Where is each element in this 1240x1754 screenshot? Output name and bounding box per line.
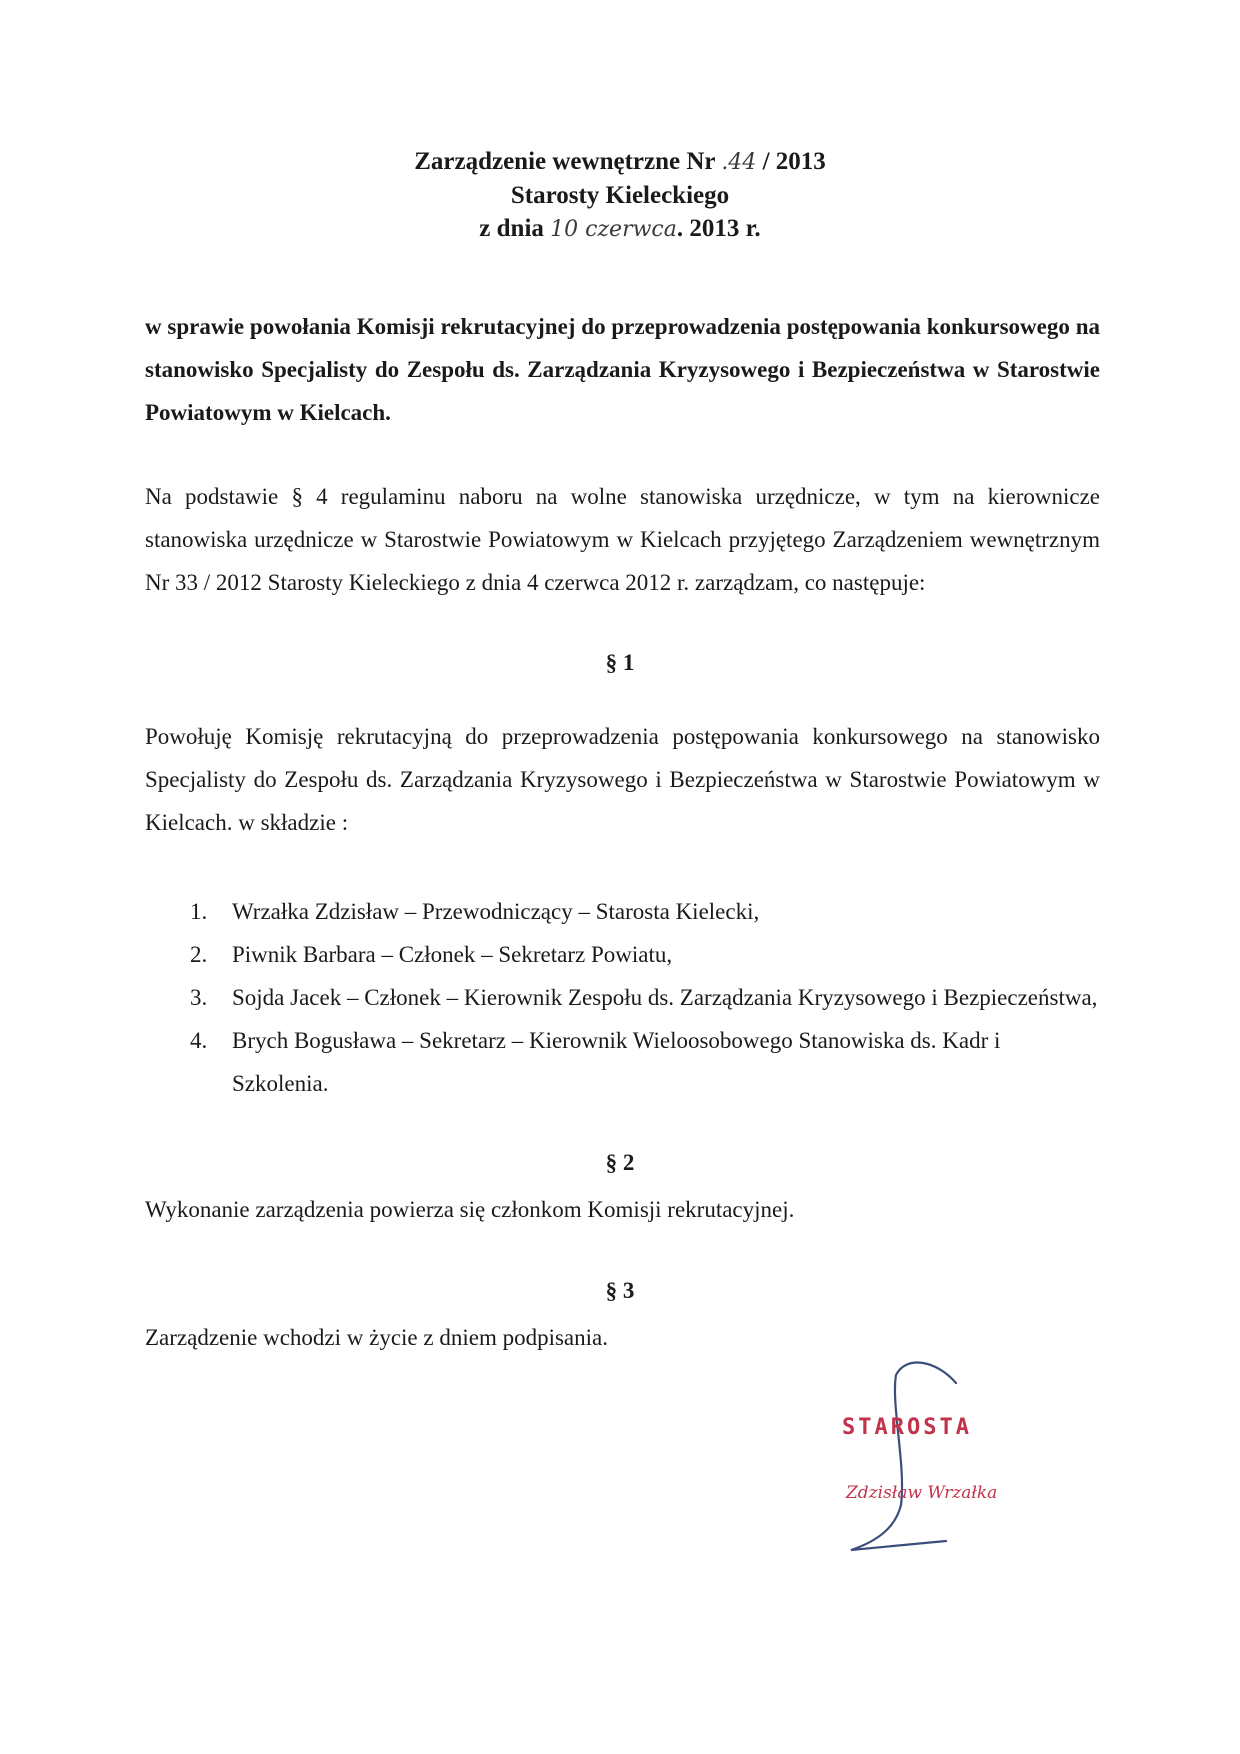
header-line-date — [0, 212, 1240, 246]
list-item-text: Brych Bogusława – Sekretarz – Kierownik Wieloosobowego Stanowiska ds. Kadr i Szkolenia. — [232, 1028, 1001, 1096]
list-item-number: 1. — [190, 899, 208, 924]
header-year: / 2013 — [756, 148, 826, 175]
section-2-text: Wykonanie zarządzenia powierza się członkom Komisji rekrutacyjnej. — [145, 1197, 795, 1222]
handwritten-date: 10 czerwca — [550, 217, 677, 242]
handwritten-number: .44 — [721, 150, 757, 175]
section-1-text: Powołuję Komisję rekrutacyjną do przeprowadzenia postępowania konkursowego na stanowisko Specjalisty do Zespołu ds. Zarządzania Kryzysowego i Bezpieczeństwa w Starostwie Powiatowym w Kielcach. w składzie : — [145, 724, 1100, 835]
official-stamp — [836, 1355, 1016, 1555]
subject-paragraph: w sprawie powołania Komisji rekrutacyjnej do przeprowadzenia postępowania konkursowego na stanowisko Specjalisty do Zespołu ds. Zarządzania Kryzysowego i Bezpieczeństwa w Starostwie Powiatowym w Kielcach. — [145, 314, 1100, 425]
stamp-name: Zdzisław Wrzałka — [846, 1483, 998, 1503]
header-date-prefix: z dnia — [479, 215, 551, 242]
list-item-text: Piwnik Barbara – Członek – Sekretarz Powiatu, — [232, 942, 673, 967]
list-item — [190, 890, 1100, 933]
list-item-text: Wrzałka Zdzisław – Przewodniczący – Starosta Kielecki, — [232, 899, 760, 924]
list-item — [190, 976, 1100, 1019]
signature-drawing — [836, 1355, 1016, 1555]
legal-basis-paragraph: Na podstawie § 4 regulaminu naboru na wolne stanowiska urzędnicze, w tym na kierownicze stanowiska urzędnicze w Starostwie Powiatowym w Kielcach przyjętego Zarządzeniem wewnętrznym Nr 33 / 2012 Starosty Kieleckiego z dnia 4 czerwca 2012 r. zarządzam, co następuje: — [145, 484, 1100, 595]
stamp-title: STAROSTA — [842, 1415, 972, 1440]
header-title-text: Zarządzenie wewnętrzne Nr — [414, 148, 722, 175]
list-item — [190, 1019, 1100, 1105]
section-1-sign: § 1 — [605, 650, 635, 675]
section-2-sign: § 2 — [605, 1150, 635, 1175]
list-item-text: Sojda Jacek – Członek – Kierownik Zespołu ds. Zarządzania Kryzysowego i Bezpieczeństwa, — [232, 985, 1098, 1010]
committee-members-list — [190, 890, 1100, 1105]
list-item-number: 2. — [190, 942, 208, 967]
list-item-number: 3. — [190, 985, 208, 1010]
header-authority: Starosty Kieleckiego — [510, 182, 730, 209]
header-line-number — [0, 145, 1240, 179]
document-header — [0, 145, 1240, 246]
header-date-suffix: . 2013 r. — [676, 215, 761, 242]
list-item-number: 4. — [190, 1028, 208, 1053]
list-item — [190, 933, 1100, 976]
section-3-text: Zarządzenie wchodzi w życie z dniem podpisania. — [145, 1325, 608, 1350]
section-3-sign: § 3 — [605, 1278, 635, 1303]
